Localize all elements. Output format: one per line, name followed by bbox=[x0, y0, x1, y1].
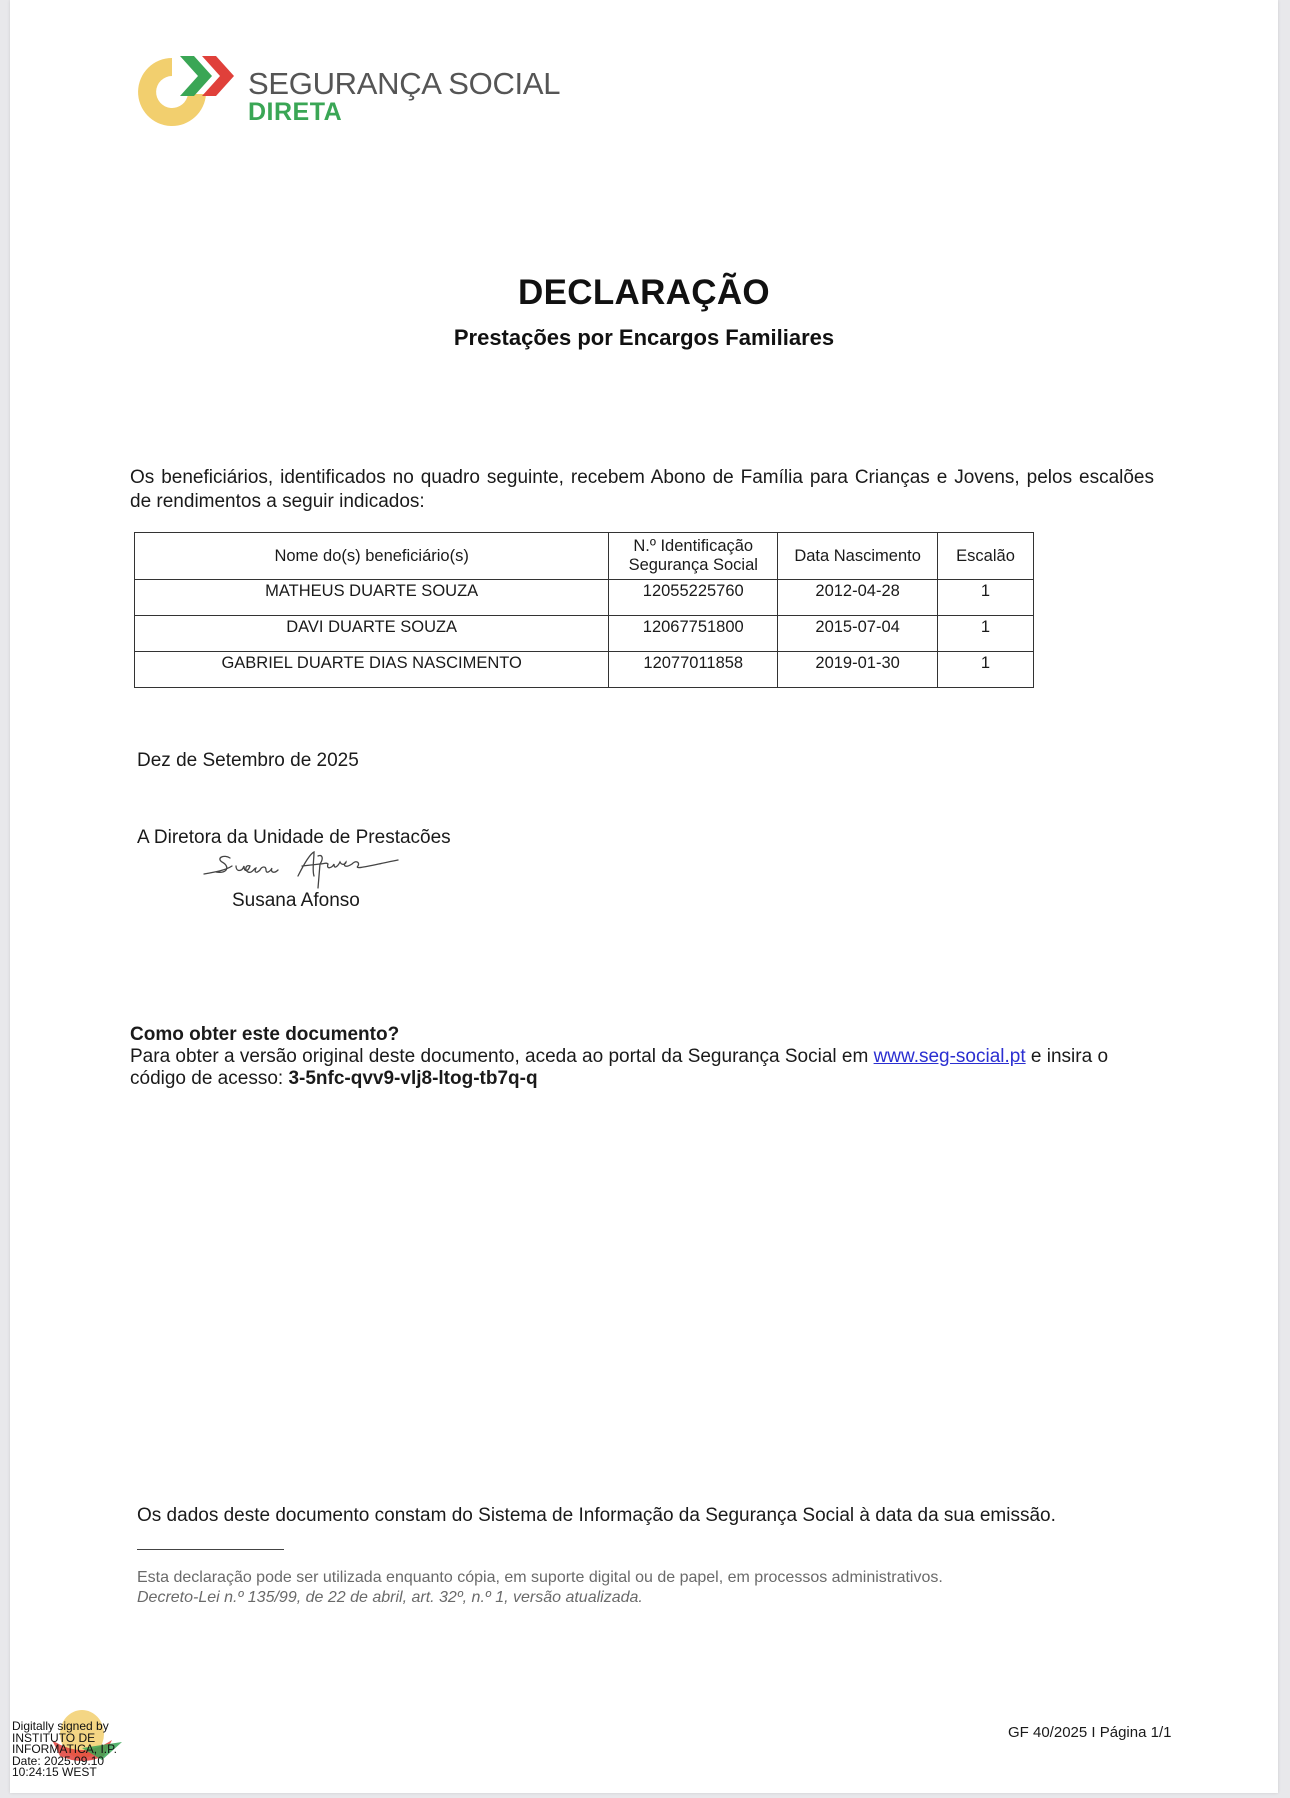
table-row bbox=[135, 652, 1034, 688]
beneficiaries-table bbox=[134, 532, 1034, 688]
cell-birth-date: 2015-07-04 bbox=[778, 616, 938, 652]
access-code-label: código de acesso: bbox=[130, 1068, 289, 1089]
signature-scribble-icon bbox=[202, 848, 402, 890]
header-escalao: Escalão bbox=[938, 533, 1034, 580]
page-footer: GF 40/2025 I Página 1/1 bbox=[1008, 1724, 1172, 1741]
cell-name: MATHEUS DUARTE SOUZA bbox=[135, 580, 609, 616]
how-to-obtain-text bbox=[130, 1046, 1170, 1090]
logo-mark-icon bbox=[136, 50, 246, 132]
header-niss-line2: Segurança Social bbox=[628, 556, 758, 574]
brand-subname: DIRETA bbox=[248, 98, 343, 126]
legal-footnote-line1: Esta declaração pode ser utilizada enquanto cópia, em suporte digital ou de papel, em processos administrativos. bbox=[137, 1569, 943, 1586]
header-niss bbox=[609, 533, 778, 580]
digital-signature-text: Digitally signed by INSTITUTO DE INFORMATICA, I.P. Date: 2025.09.10 10:24:15 WEST bbox=[12, 1719, 117, 1779]
table-header-row bbox=[135, 533, 1034, 580]
cell-escalao: 1 bbox=[938, 652, 1034, 688]
footnote-divider bbox=[137, 1549, 284, 1550]
seg-social-link[interactable]: www.seg-social.pt bbox=[873, 1046, 1026, 1067]
document-subtitle: Prestações por Encargos Familiares bbox=[453, 325, 835, 350]
header-birth-date: Data Nascimento bbox=[778, 533, 938, 580]
table-row bbox=[135, 616, 1034, 652]
legal-footnote-line2: Decreto-Lei n.º 135/99, de 22 de abril, art. 32º, n.º 1, versão atualizada. bbox=[137, 1589, 643, 1606]
brand-name: SEGURANÇA SOCIAL bbox=[248, 66, 561, 101]
how-to-obtain-text-before: Para obter a versão original deste documento, aceda ao portal da Segurança Social em bbox=[130, 1046, 874, 1067]
table-row bbox=[135, 580, 1034, 616]
intro-paragraph: Os beneficiários, identificados no quadro seguinte, recebem Abono de Família para Crianças e Jovens, pelos escalões de rendimentos a seguir indicados: bbox=[130, 467, 1154, 512]
cell-escalao: 1 bbox=[938, 580, 1034, 616]
how-to-obtain-text-after: e insira o bbox=[1025, 1046, 1109, 1067]
signer-name: Susana Afonso bbox=[232, 890, 360, 911]
legal-footnote bbox=[137, 1568, 943, 1608]
header-name: Nome do(s) beneficiário(s) bbox=[135, 533, 609, 580]
access-code: 3-5nfc-qvv9-vlj8-ltog-tb7q-q bbox=[288, 1068, 538, 1089]
cell-niss: 12077011858 bbox=[609, 652, 778, 688]
how-to-obtain-heading: Como obter este documento? bbox=[130, 1024, 400, 1045]
digital-signature-stamp bbox=[12, 1700, 172, 1785]
cell-birth-date: 2012-04-28 bbox=[778, 580, 938, 616]
document-page bbox=[10, 0, 1278, 1793]
cell-name: GABRIEL DUARTE DIAS NASCIMENTO bbox=[135, 652, 609, 688]
how-to-obtain-section bbox=[130, 1024, 1170, 1090]
cell-niss: 12055225760 bbox=[609, 580, 778, 616]
signer-role: A Diretora da Unidade de Prestacões bbox=[137, 827, 451, 848]
cell-name: DAVI DUARTE SOUZA bbox=[135, 616, 609, 652]
cell-escalao: 1 bbox=[938, 616, 1034, 652]
issue-date: Dez de Setembro de 2025 bbox=[137, 750, 359, 771]
document-title: DECLARAÇÃO bbox=[518, 273, 770, 312]
cell-birth-date: 2019-01-30 bbox=[778, 652, 938, 688]
header-niss-line1: N.º Identificação bbox=[633, 537, 754, 555]
handwritten-signature bbox=[202, 848, 402, 895]
data-source-note: Os dados deste documento constam do Sistema de Informação da Segurança Social à data da sua emissão. bbox=[137, 1505, 1056, 1526]
cell-niss: 12067751800 bbox=[609, 616, 778, 652]
seguranca-social-direta-logo bbox=[128, 44, 561, 134]
